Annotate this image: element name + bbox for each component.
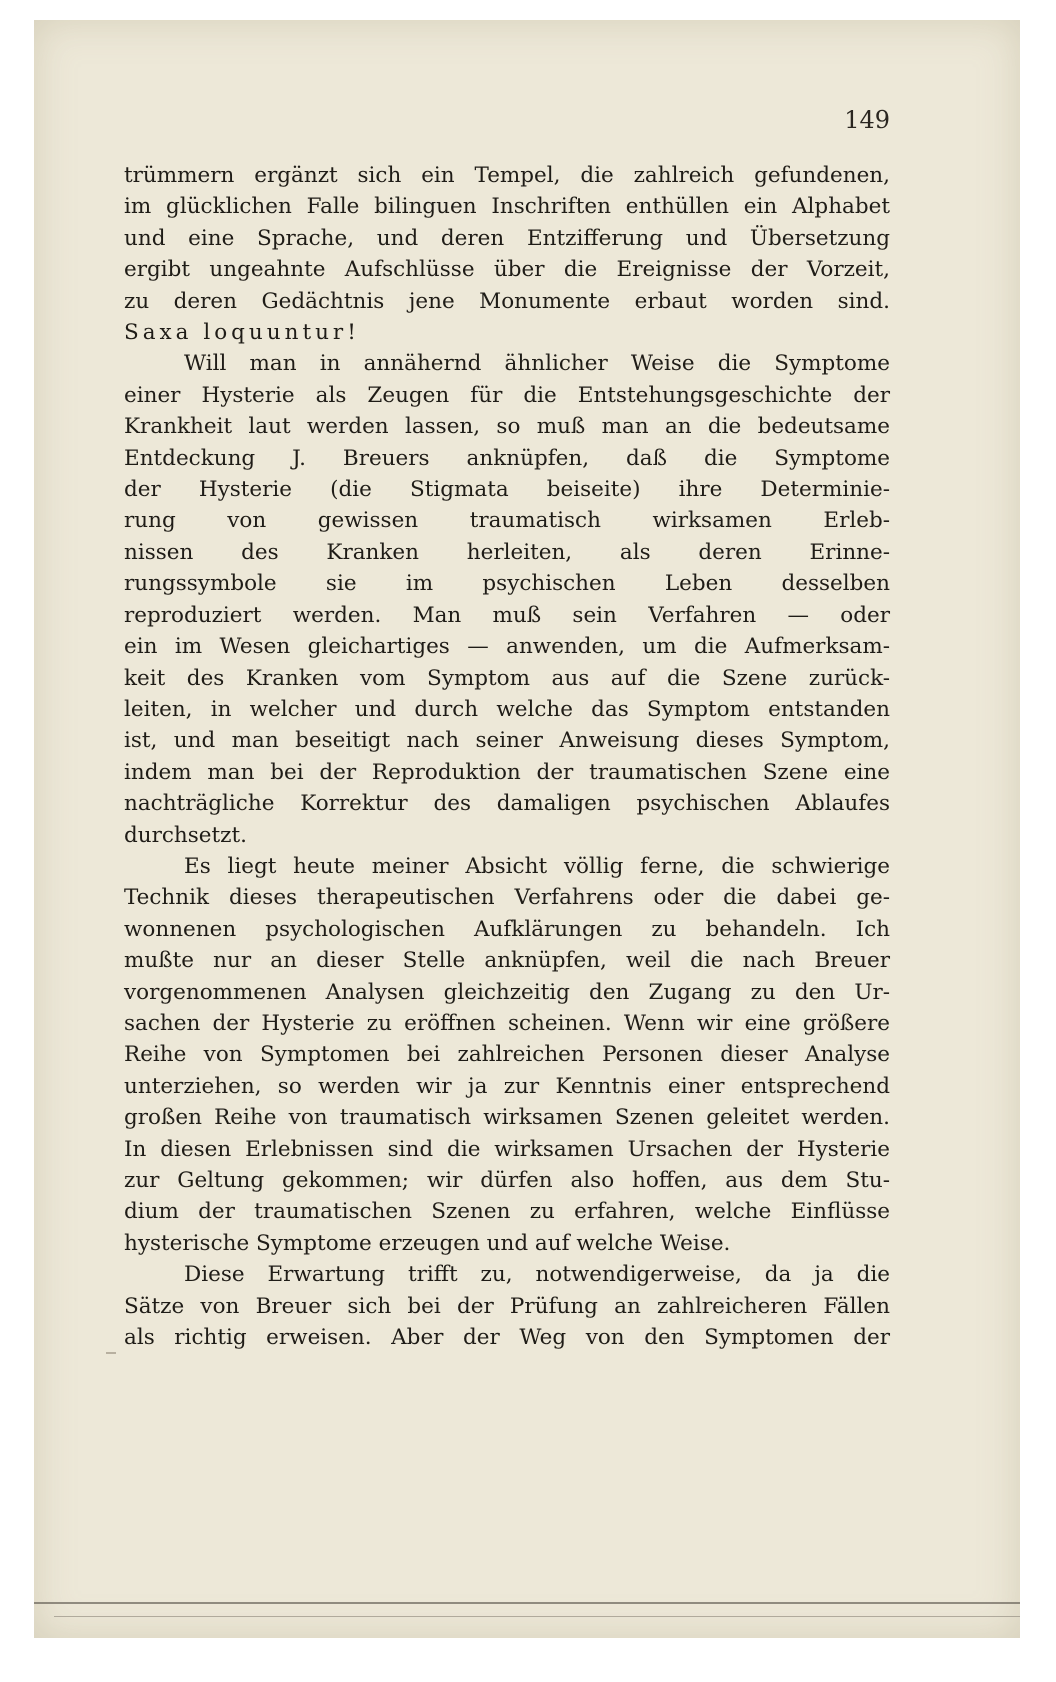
text-line: ergibt ungeahnte Aufschlüsse über die Ereignisse der Vorzeit, <box>124 257 890 283</box>
text-line: leiten, in welcher und durch welche das Symptom entstanden <box>124 696 890 722</box>
text-line: rung von gewissen traumatisch wirksamen Erleb- <box>124 508 890 534</box>
text-line: und eine Sprache, und deren Entzifferung und Übersetzung <box>124 225 890 251</box>
text-line: indem man bei der Reproduktion der traumatischen Szene eine <box>124 759 890 785</box>
body-text <box>124 160 890 1353</box>
text-line: im glücklichen Falle bilinguen Inschriften enthüllen ein Alphabet <box>124 194 890 220</box>
text-line: mußte nur an dieser Stelle anknüpfen, weil die nach Breuer <box>124 948 890 974</box>
text-line: In diesen Erlebnissen sind die wirksamen Ursachen der Hysterie <box>124 1136 890 1162</box>
text-line: Diese Erwartung trifft zu, notwendigerweise, da ja die <box>184 1262 890 1288</box>
page-edge-rule <box>34 1602 1020 1604</box>
text-line: Saxa loquuntur! <box>124 320 360 346</box>
text-line: großen Reihe von traumatisch wirksamen Szenen geleitet werden. <box>124 1105 890 1131</box>
text-line: unterziehen, so werden wir ja zur Kenntnis einer entsprechend <box>124 1073 890 1099</box>
text-line: rungssymbole sie im psychischen Leben desselben <box>124 571 890 597</box>
text-line: einer Hysterie als Zeugen für die Entstehungsgeschichte der <box>124 382 890 408</box>
text-line: Entdeckung J. Breuers anknüpfen, daß die Symptome <box>124 445 890 471</box>
text-line: vorgenommenen Analysen gleichzeitig den Zugang zu den Ur- <box>124 979 890 1005</box>
text-line: hysterische Symptome erzeugen und auf welche Weise. <box>124 1230 731 1256</box>
text-line: keit des Kranken vom Symptom aus auf die Szene zurück- <box>124 665 890 691</box>
text-line: nachträgliche Korrektur des damaligen psychischen Ablaufes <box>124 791 890 817</box>
text-line: ist, und man beseitigt nach seiner Anweisung dieses Symptom, <box>124 728 890 754</box>
text-line: zu deren Gedächtnis jene Monumente erbaut worden sind. <box>124 288 890 314</box>
text-line: dium der traumatischen Szenen zu erfahren, welche Einflüsse <box>124 1199 890 1225</box>
text-line: Sätze von Breuer sich bei der Prüfung an zahlreicheren Fällen <box>124 1293 890 1319</box>
text-line: Krankheit laut werden lassen, so muß man an die bedeutsame <box>124 414 890 440</box>
text-line: trümmern ergänzt sich ein Tempel, die zahlreich gefundenen, <box>124 163 890 188</box>
text-line: nissen des Kranken herleiten, als deren Erinne- <box>124 539 890 565</box>
text-line: reproduziert werden. Man muß sein Verfahren — oder <box>124 602 890 628</box>
text-line: durchsetzt. <box>124 822 247 848</box>
text-line: Technik dieses therapeutischen Verfahrens oder die dabei ge- <box>124 885 890 911</box>
text-line: zur Geltung gekommen; wir dürfen also hoffen, aus dem Stu- <box>124 1168 890 1193</box>
text-line: Reihe von Symptomen bei zahlreichen Personen dieser Analyse <box>124 1042 890 1068</box>
text-line: ein im Wesen gleichartiges — anwenden, um die Aufmerksam- <box>124 634 890 660</box>
text-line: der Hysterie (die Stigmata beiseite) ihre Determinie- <box>124 477 890 503</box>
text-line: Es liegt heute meiner Absicht völlig ferne, die schwierige <box>184 853 890 879</box>
page-edge-rule-lower <box>54 1616 1020 1617</box>
page-number: 149 <box>844 106 890 134</box>
text-line: wonnenen psychologischen Aufklärungen zu behandeln. Ich <box>124 916 890 942</box>
text-line: sachen der Hysterie zu eröffnen scheinen. Wenn wir eine größere <box>124 1010 890 1036</box>
text-line: als richtig erweisen. Aber der Weg von den Symptomen der <box>124 1325 890 1351</box>
margin-mark <box>106 1352 116 1354</box>
book-page <box>34 20 1020 1638</box>
text-line: Will man in annähernd ähnlicher Weise die Symptome <box>184 351 890 377</box>
